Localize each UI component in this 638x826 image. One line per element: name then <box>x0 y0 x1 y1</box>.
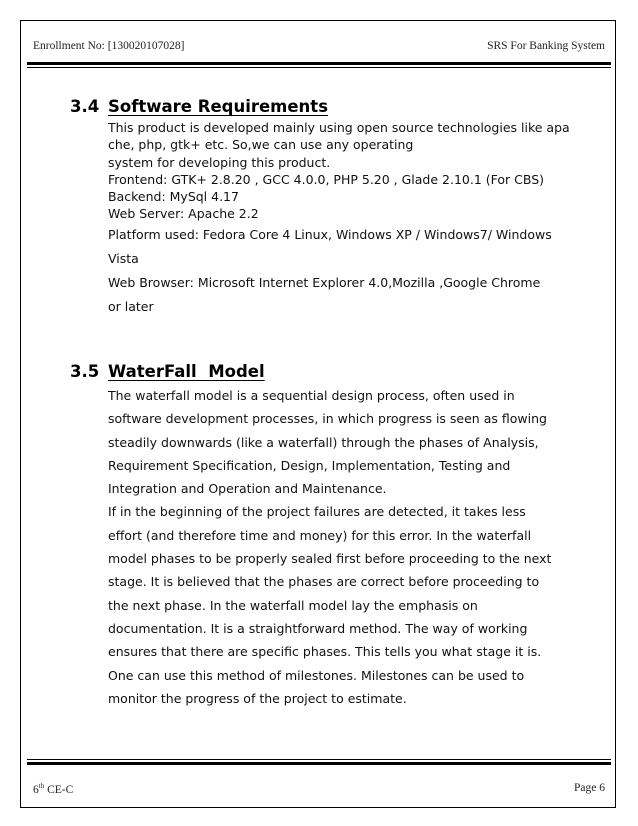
body-line: Requirement Specification, Design, Implementation, Testing and <box>108 457 511 473</box>
body-line: system for developing this product. <box>108 154 331 170</box>
page-header <box>33 40 605 58</box>
header-rule-thin <box>27 67 611 68</box>
body-line: monitor the progress of the project to estimate. <box>108 690 407 706</box>
body-line: The waterfall model is a sequential design process, often used in <box>108 388 515 403</box>
body-line: One can use this method of milestones. Milestones can be used to <box>108 667 525 683</box>
body-line: If in the beginning of the project failures are detected, it takes less <box>108 504 526 520</box>
footer-rule-thin <box>27 759 611 760</box>
body-line: ensures that there are specific phases. This tells you what stage it is. <box>108 644 542 660</box>
body-line: stage. It is believed that the phases are correct before proceeding to <box>108 574 540 590</box>
body-line: Web Server: Apache 2.2 <box>108 206 259 222</box>
body-line: the next phase. In the waterfall model lay the emphasis on <box>108 597 478 613</box>
page-footer <box>33 782 605 798</box>
body-line: Web Browser: Microsoft Internet Explorer 4.0,Mozilla ,Google Chrome <box>108 274 541 290</box>
body-line: che, php, gtk+ etc. So,we can use any operating <box>108 137 414 153</box>
section-title: WaterFall Model <box>108 362 265 381</box>
body-line: or later <box>108 298 154 314</box>
page-number: Page 6 <box>574 782 605 794</box>
body-line: Integration and Operation and Maintenance. <box>108 481 387 497</box>
document-title: SRS For Banking System <box>487 40 605 52</box>
semester-class <box>33 782 73 798</box>
body-line: model phases to be properly sealed first before proceeding to the next <box>108 551 552 567</box>
section-heading <box>70 97 610 119</box>
section-number: 3.4 <box>70 97 100 116</box>
section-title: Software Requirements <box>108 97 329 116</box>
body-line: documentation. It is a straightforward method. The way of working <box>108 620 528 636</box>
class-name: CE-C <box>44 783 74 796</box>
section-body <box>108 384 610 710</box>
body-line: Frontend: GTK+ 2.8.20 , GCC 4.0.0, PHP 5.20 , Glade 2.10.1 (For CBS) <box>108 171 545 187</box>
body-line: Backend: MySql 4.17 <box>108 189 239 205</box>
body-line: software development processes, in which progress is seen as flowing <box>108 411 547 427</box>
footer-rule-thick <box>27 762 611 765</box>
section-heading <box>70 362 610 384</box>
semester-number: 6 <box>33 783 39 796</box>
section-software-requirements <box>70 97 610 319</box>
body-line: Vista <box>108 250 139 266</box>
body-line: This product is developed mainly using open source technologies like apa <box>108 120 570 135</box>
section-number: 3.5 <box>70 362 100 381</box>
ordinal-suffix: th <box>38 782 45 790</box>
enrollment-number: Enrollment No: [130020107028] <box>33 40 185 52</box>
body-line: Platform used: Fedora Core 4 Linux, Windows XP / Windows7/ Windows <box>108 226 552 242</box>
section-waterfall-model <box>70 362 610 710</box>
header-rule-thick <box>27 62 611 65</box>
section-body <box>108 119 610 319</box>
body-line: steadily downwards (like a waterfall) through the phases of Analysis, <box>108 434 539 450</box>
body-line: effort (and therefore time and money) for this error. In the waterfall <box>108 527 532 543</box>
